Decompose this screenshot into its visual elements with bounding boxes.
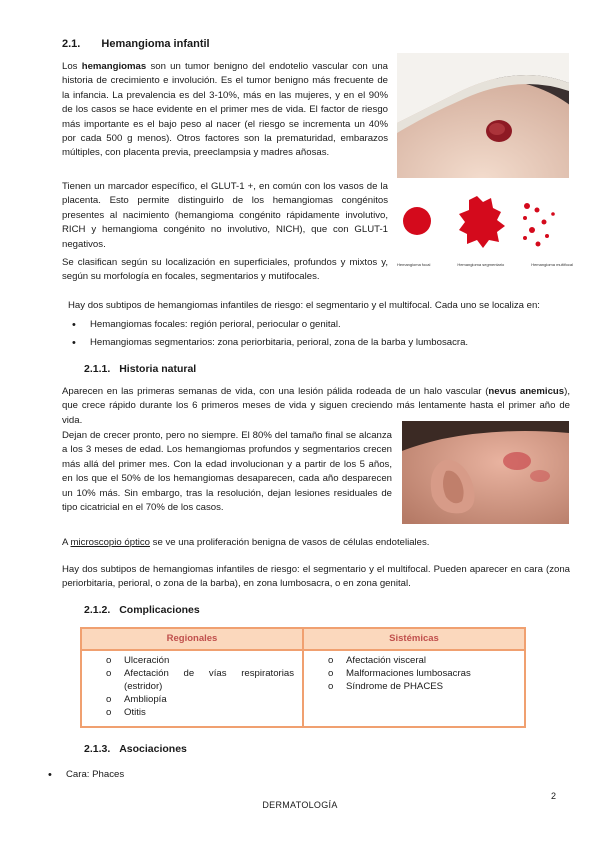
section-number: 2.1.1. [84, 363, 111, 375]
section-number: 2.1. [62, 38, 81, 50]
section-number: 2.1.3. [84, 743, 111, 755]
marker-paragraph: Tienen un marcador específico, el GLUT-1 +, en común con los vasos de la placenta. Esto permite distinguirlo de los hemangiomas congénitos presentes al nacimiento (hemangioma congénito rápidamente involutivo, RICH y hemangioma congénito no involutivo, NICH), que con GLUT-1 negativos. [62, 181, 388, 250]
list-item: o Afectación visceral [328, 655, 516, 668]
section-title: Hemangioma infantil [101, 38, 210, 50]
term-hemangiomas: hemangiomas [81, 61, 147, 72]
footer-label: DERMATOLOGÍA [262, 800, 338, 810]
section-number: 2.1.2. [84, 604, 111, 616]
associations-list [48, 768, 348, 786]
section-heading-2-1 [62, 36, 210, 53]
section-heading-2-1-1 [84, 362, 196, 378]
caption-focal: Hemangioma focal [397, 262, 431, 268]
section-heading-2-1-3 [84, 742, 187, 758]
caption-segmental: Hemangioma segmentario [457, 262, 505, 268]
systemic-column [304, 651, 524, 726]
list-item: o Ulceración [106, 655, 294, 668]
table-body [82, 651, 524, 726]
multifocal-lesion-shapes [523, 203, 555, 247]
subtypes-location-paragraph: Hay dos subtipos de hemangiomas infantiles de riesgo: el segmentario y el multifocal. Pueden aparecer en cara (zona periorbitaria, perioral, o zona de la barba), en zona lumbosacra, o en zona genital. [62, 564, 570, 590]
morphology-diagram [397, 186, 573, 270]
list-item: o Afectación de vías respiratorias (estridor) [106, 668, 294, 694]
section-heading-2-1-2 [84, 603, 200, 619]
infant-ear-photo [402, 421, 569, 524]
complications-table [80, 627, 526, 728]
list-item: • Hemangiomas focales: región perioral, periocular o genital. [72, 318, 562, 332]
segmental-lesion-shape [459, 196, 505, 248]
header-systemic: Sistémicas [389, 633, 439, 644]
page-number: 2 [551, 791, 557, 801]
term-nevus-anemicus: nevus anemicus [488, 386, 565, 397]
natural-history-paragraph-1: Aparecen en las primeras semanas de vida, con una lesión pálida rodeada de un halo vascular (nevus anemicus), que crece rápido durante los 6 primeros meses de vida y siguen creciendo más lentamente hasta el primer año de vida. [62, 386, 570, 426]
list-item: o Otitis [106, 707, 294, 720]
list-item: • Cara: Phaces [48, 768, 348, 782]
subtypes-intro: Hay dos subtipos de hemangiomas infantiles de riesgo: el segmentario y el multifocal. Cada uno se localiza en: [68, 300, 540, 311]
regional-column [82, 651, 304, 726]
focal-lesion-shape [403, 207, 431, 235]
list-item: • Hemangiomas segmentarios: zona periorbitaria, perioral, zona de la barba y lumbosacra. [72, 336, 562, 350]
baby-head-photo [397, 53, 569, 178]
microscope-link[interactable]: microscopio óptico [70, 537, 150, 548]
table-header [82, 629, 524, 651]
section-title: Asociaciones [119, 743, 187, 755]
list-item: o Síndrome de PHACES [328, 681, 516, 694]
section-title: Complicaciones [119, 604, 200, 616]
natural-history-paragraph-2: Dejan de crecer pronto, pero no siempre. El 80% del tamaño final se alcanza a los 3 meses de edad. Los hemangiomas profundos y segmentarios crecen más allá del primer mes. Con la edad involucionan y a partir de los 5 años, en los que el 50% de los hemangiomas desaparecen, cada año desparecen un 10% más. Sin embargo, tras la resolución, dejan lesiones residuales de tipo cicatricial en el 70% de los casos. [62, 430, 392, 513]
caption-multifocal: Hemangioma multifocal [531, 262, 573, 268]
intro-paragraph: Los hemangiomas son un tumor benigno del endotelio vascular con una historia de crecimiento e involución. Es el tumor benigno más frecuente de la infancia. La prevalencia es del 3-10%, más en las mujeres, y en el 90% de los casos se hace evidente en el primer mes de vida. El factor de riesgo más importante es el bajo peso al nacer (el riesgo se incrementa un 40% por cada 500 g menos). Otros factores son la prematuridad, embarazos múltiples, con placenta previa, preeclampsia y madres añosas. [62, 61, 388, 159]
subtypes-list [72, 318, 562, 355]
list-item: o Malformaciones lumbosacras [328, 668, 516, 681]
header-regional: Regionales [82, 629, 304, 649]
classification-paragraph: Se clasifican según su localización en superficiales, profundos y mixtos y, según su morfología en focales, segmentarios y mutifocales. [62, 257, 388, 283]
list-item: o Ambliopía [106, 694, 294, 707]
microscope-paragraph: A microscopio óptico se ve una proliferación benigna de vasos de células endoteliales. [62, 537, 430, 548]
section-title: Historia natural [119, 363, 197, 375]
